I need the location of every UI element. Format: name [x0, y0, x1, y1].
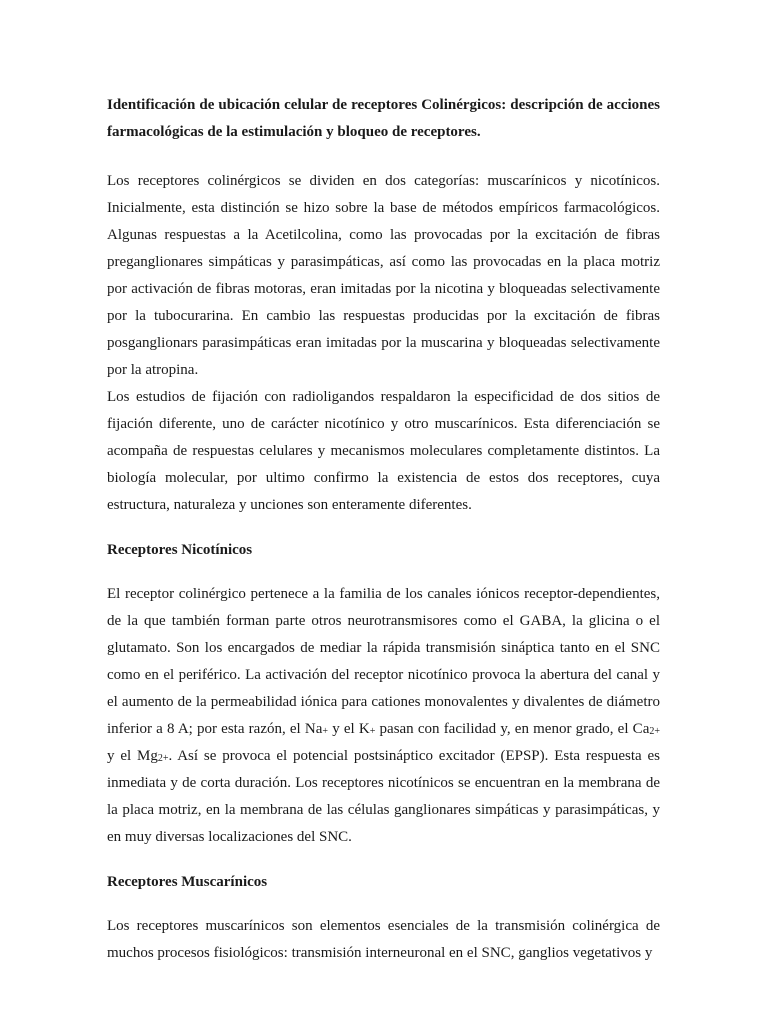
nicotinic-text-3: pasan con facilidad y, en menor grado, el Ca [375, 721, 650, 737]
calcium-charge: 2+ [649, 726, 660, 737]
sodium-charge: + [322, 726, 329, 737]
nicotinic-text-4: y el Mg [107, 748, 158, 764]
section-heading-nicotinic: Receptores Nicotínicos [107, 542, 253, 558]
magnesium-charge: 2+ [157, 753, 169, 764]
nicotinic-text-1: El receptor colinérgico pertenece a la familia de los canales iónicos receptor-dependientes, de la que también forman parte otros neurotransmisores como el GABA, la glicina o el glutamato. Son los encargados de mediar la rápida transmisión sináptica tanto en el SNC como en el periférico. La activación del receptor nicotínico provoca la abertura del canal y el aumento de la permeabilidad iónica para cationes monovalentes y divalentes de diámetro inferior a 8 A; por esta razón, el Na [107, 586, 660, 737]
potassium-charge: + [369, 726, 376, 737]
intro-paragraph-1: Los receptores colinérgicos se dividen en dos categorías: muscarínicos y nicotínicos. Inicialmente, esta distinción se hizo sobre la base de métodos empíricos farmacológicos. Algunas respuestas a la Acetilcolina, como las provocadas por la excitación de fibras preganglionares simpáticas y parasimpáticas, así como las provocadas en la placa motriz por activación de fibras motoras, eran imitadas por la nicotina y bloqueadas selectivamente por la tubocurarina. En cambio las respuestas producidas por la excitación de fibras posganglionars parasimpáticas eran imitadas por la muscarina y bloqueadas selectivamente por la atropina. [107, 173, 660, 378]
muscarinic-paragraph: Los receptores muscarínicos son elementos esenciales de la transmisión colinérgica de muchos procesos fisiológicos: transmisión interneuronal en el SNC, ganglios vegetativos y [107, 918, 660, 961]
document-title: Identificación de ubicación celular de receptores Colinérgicos: descripción de acciones farmacológicas de la estimulación y bloqueo de receptores. [107, 97, 660, 140]
nicotinic-paragraph [107, 581, 660, 851]
intro-paragraph-2: Los estudios de fijación con radioligandos respaldaron la especificidad de dos sitios de fijación diferente, uno de carácter nicotínico y otro muscarínicos. Esta diferenciación se acompaña de respuestas celulares y mecanismos moleculares completamente distintos. La biología molecular, por ultimo confirmo la existencia de estos dos receptores, cuya estructura, naturaleza y unciones son enteramente diferentes. [107, 389, 660, 513]
nicotinic-text-2: y el K [328, 721, 370, 737]
nicotinic-text-5: . Así se provoca el potencial postsináptico excitador (EPSP). Esta respuesta es inmediata y de corta duración. Los receptores nicotínicos se encuentran en la membrana de la placa motriz, en la membrana de las células ganglionares simpáticas y parasimpáticas, y en muy diversas localizaciones del SNC. [107, 748, 660, 845]
section-heading-muscarinic: Receptores Muscarínicos [107, 874, 268, 890]
